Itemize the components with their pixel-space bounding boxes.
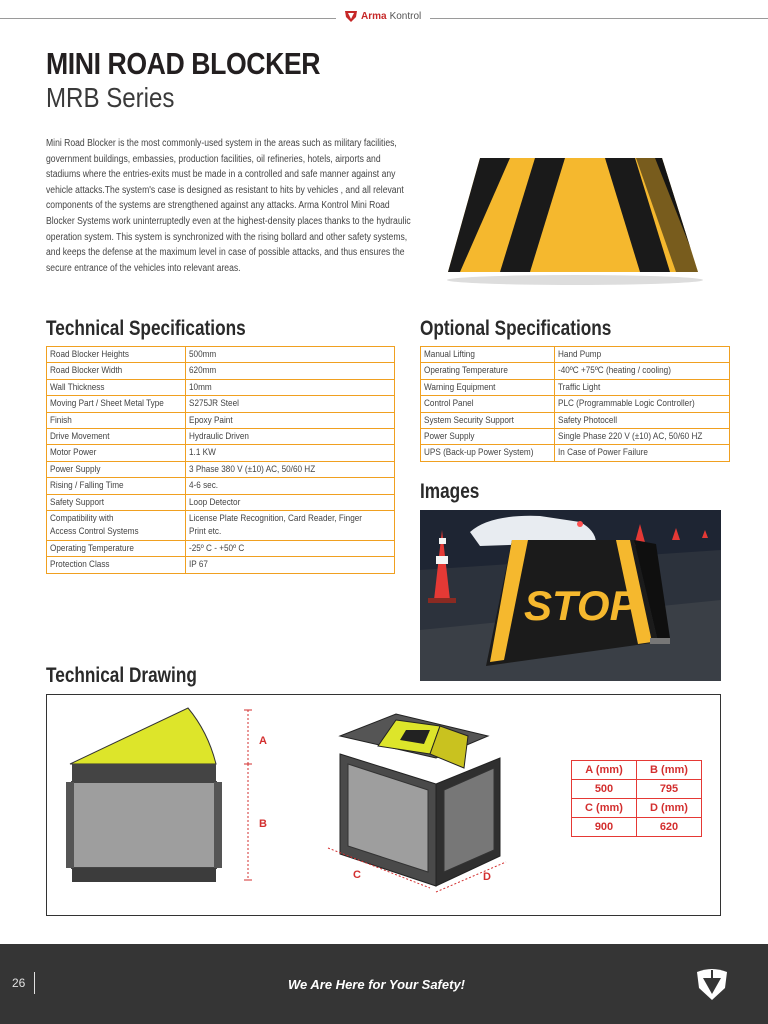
photo-stop-text: STOP <box>524 582 638 629</box>
spec-label: Protection Class <box>50 559 110 571</box>
table-row <box>47 396 395 412</box>
spec-label: Operating Temperature <box>424 365 508 377</box>
spec-value: Hydraulic Driven <box>189 431 250 443</box>
intro-text: Mini Road Blocker is the most commonly-used system in the areas such as military facilities, government buildings, embassies, production facilities, oil refineries, hotels, airports and stadiums where the entries-exits must be made in a controlled and safe manner against any vehicle attacks.The system's case is designed as resistant to hits by vehicles , and all relevant components of the systems are strengthened against any attacks. Arma Kontrol Mini Road Blocker Systems work uninterruptedly even at the highest-density places thanks to the hydraulic operation system. This system is synchronized with the rising bollard and other safety systems, and keeps the defense at the maximum level in case of possible attacks, and thus ensures the secure entrance of the vehicles into relevant areas. <box>46 138 411 274</box>
table-row <box>421 363 730 379</box>
page-number: 26 <box>12 976 26 990</box>
images-heading: Images <box>420 480 480 503</box>
spec-value: 4-6 sec. <box>189 480 219 492</box>
table-row <box>47 412 395 428</box>
intro-paragraph <box>46 136 416 276</box>
dim-header: B (mm) <box>637 761 702 780</box>
spec-value: 3 Phase 380 V (±10) AC, 50/60 HZ <box>189 463 316 475</box>
page-subtitle: MRB Series <box>46 82 175 113</box>
table-row <box>47 478 395 494</box>
spec-value: IP 67 <box>189 559 209 571</box>
spec-value: Traffic Light <box>558 381 601 393</box>
spec-value: Epoxy Paint <box>189 414 233 426</box>
spec-value: Loop Detector <box>189 496 241 508</box>
table-row <box>47 511 395 541</box>
table-row <box>421 429 730 445</box>
spec-value: 1.1 KW <box>189 447 217 459</box>
spec-value: Safety Photocell <box>558 414 618 426</box>
spec-label-line2: Access Control Systems <box>50 526 139 538</box>
product-hero-image <box>440 140 710 290</box>
spec-label: System Security Support <box>424 414 514 426</box>
spec-value: -25º C - +50º C <box>189 542 245 554</box>
optional-spec-heading: Optional Specifications <box>420 317 612 340</box>
table-row <box>421 379 730 395</box>
spec-label: Road Blocker Width <box>50 365 123 377</box>
table-row <box>421 412 730 428</box>
spec-value: 500mm <box>189 349 217 360</box>
shield-logo-icon <box>344 10 358 23</box>
spec-label: Operating Temperature <box>50 542 134 554</box>
table-row <box>47 461 395 477</box>
dimension-label-c: C <box>353 869 361 881</box>
spec-label: Warning Equipment <box>424 381 496 393</box>
spec-label: Rising / Falling Time <box>50 480 124 492</box>
spec-value: Single Phase 220 V (±10) AC, 50/60 HZ <box>558 431 703 443</box>
spec-label: Road Blocker Heights <box>50 349 130 360</box>
technical-spec-heading: Technical Specifications <box>46 317 246 340</box>
dim-header: A (mm) <box>572 761 637 780</box>
technical-drawing-heading: Technical Drawing <box>46 664 197 687</box>
dim-value: 620 <box>637 818 702 837</box>
dimension-label-a: A <box>259 735 267 747</box>
table-row <box>572 761 702 780</box>
page-number-divider <box>34 972 35 994</box>
table-row <box>47 557 395 573</box>
spec-value: Hand Pump <box>558 349 602 360</box>
brand-logo <box>344 10 421 23</box>
table-row <box>47 445 395 461</box>
spec-label: Moving Part / Sheet Metal Type <box>50 398 164 410</box>
technical-drawing-illustration <box>48 696 568 914</box>
spec-label: Finish <box>50 414 72 426</box>
page-title: MINI ROAD BLOCKER <box>46 46 321 81</box>
spec-label: Drive Movement <box>50 431 110 443</box>
table-row <box>47 429 395 445</box>
dim-value: 500 <box>572 780 637 799</box>
spec-value-line2: Print etc. <box>189 526 222 538</box>
spec-value: In Case of Power Failure <box>558 447 649 459</box>
table-row <box>421 445 730 461</box>
technical-spec-table <box>46 346 395 574</box>
table-row <box>47 379 395 395</box>
brand-name-part1: Arma <box>361 11 387 22</box>
optional-spec-table <box>420 346 730 462</box>
table-row <box>572 818 702 837</box>
spec-value: 620mm <box>189 365 217 377</box>
spec-label: Control Panel <box>424 398 474 410</box>
table-row <box>421 347 730 363</box>
dimension-label-d: D <box>483 871 491 883</box>
footer-shield-icon <box>693 966 731 1004</box>
brand-name-part2: Kontrol <box>389 11 422 22</box>
header-rule-right <box>430 18 768 19</box>
spec-value: S275JR Steel <box>189 398 240 410</box>
spec-value: License Plate Recognition, Card Reader, Finger <box>189 513 363 525</box>
spec-label: Power Supply <box>424 431 475 443</box>
dim-value: 900 <box>572 818 637 837</box>
spec-label: Motor Power <box>50 447 97 459</box>
spec-label: Wall Thickness <box>50 381 105 393</box>
spec-value: -40ºC +75ºC (heating / cooling) <box>558 365 672 377</box>
spec-value: PLC (Programmable Logic Controller) <box>558 398 695 410</box>
spec-label: Manual Lifting <box>424 349 475 360</box>
table-row <box>572 799 702 818</box>
spec-value: 10mm <box>189 381 213 393</box>
footer-slogan: We Are Here for Your Safety! <box>288 977 465 992</box>
dim-header: C (mm) <box>572 799 637 818</box>
spec-label: Power Supply <box>50 463 101 475</box>
dimensions-table <box>571 760 702 837</box>
table-row <box>421 396 730 412</box>
table-row <box>572 780 702 799</box>
table-row <box>47 494 395 510</box>
dim-header: D (mm) <box>637 799 702 818</box>
spec-label: Safety Support <box>50 496 105 508</box>
dim-value: 795 <box>637 780 702 799</box>
dimension-label-b: B <box>259 818 267 830</box>
header-rule-left <box>0 18 336 19</box>
table-row <box>47 363 395 379</box>
spec-label: Compatibility with <box>50 513 114 525</box>
spec-label: UPS (Back-up Power System) <box>424 447 534 459</box>
table-row <box>47 540 395 556</box>
product-photo <box>420 510 721 681</box>
table-row <box>47 347 395 363</box>
